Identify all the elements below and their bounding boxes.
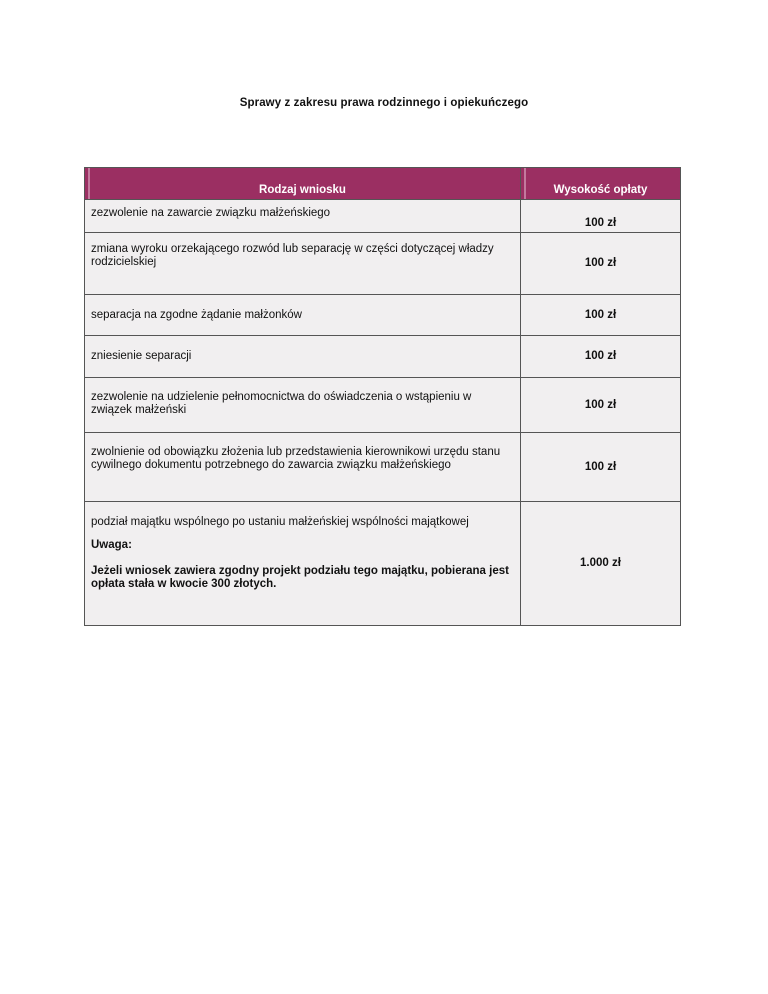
fee-table: [84, 167, 681, 626]
column-header-fee: Wysokość opłaty: [521, 168, 681, 200]
fee-cell: 100 zł: [521, 200, 681, 233]
application-type-cell: zniesienie separacji: [85, 336, 521, 378]
application-type-cell: zezwolenie na zawarcie związku małżeńskiego: [85, 200, 521, 233]
fee-cell: 100 zł: [521, 378, 681, 433]
fee-cell: 100 zł: [521, 233, 681, 295]
application-type-cell: zwolnienie od obowiązku złożenia lub przedstawienia kierownikowi urzędu stanu cywilnego dokumentu potrzebnego do zawarcia związku małżeńskiego: [85, 433, 521, 502]
application-type-text: podział majątku wspólnego po ustaniu małżeńskiej wspólności majątkowej: [91, 516, 469, 528]
fee-cell: 100 zł: [521, 336, 681, 378]
application-type-cell: separacja na zgodne żądanie małżonków: [85, 295, 521, 336]
application-type-cell: zmiana wyroku orzekającego rozwód lub separację w części dotyczącej władzy rodzicielskiej: [85, 233, 521, 295]
table-row: [85, 378, 681, 433]
table-header-row: [85, 168, 681, 200]
page-title: Sprawy z zakresu prawa rodzinnego i opiekuńczego: [239, 97, 529, 109]
note-text: Jeżeli wniosek zawiera zgodny projekt podziału tego majątku, pobierana jest opłata stała w kwocie 300 złotych.: [91, 565, 509, 590]
fee-cell: 100 zł: [521, 295, 681, 336]
fee-cell: 1.000 zł: [521, 502, 681, 626]
note-label: Uwaga:: [91, 539, 132, 551]
table-row: [85, 295, 681, 336]
application-type-cell: zezwolenie na udzielenie pełnomocnictwa do oświadczenia o wstąpieniu w związek małżeński: [85, 378, 521, 433]
application-type-cell: [85, 502, 521, 626]
table-row: [85, 233, 681, 295]
column-header-type: Rodzaj wniosku: [85, 168, 521, 200]
table-row: [85, 200, 681, 233]
table-row: [85, 433, 681, 502]
fee-cell: 100 zł: [521, 433, 681, 502]
table-row: [85, 336, 681, 378]
table-row: [85, 502, 681, 626]
